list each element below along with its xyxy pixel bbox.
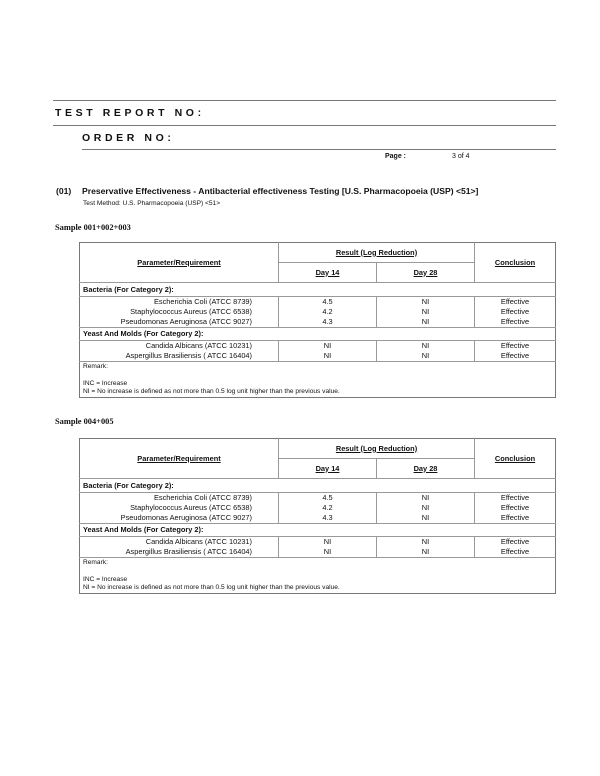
table-row: Candida Albicans (ATCC 10231) NI NI Effective bbox=[80, 341, 556, 352]
group-label-bacteria: Bacteria (For Category 2): bbox=[80, 283, 556, 297]
page-value: 3 of 4 bbox=[452, 153, 470, 160]
table-row: Candida Albicans (ATCC 10231) NI NI Effective bbox=[80, 537, 556, 548]
day14-header: Day 14 bbox=[279, 263, 377, 283]
group-label-yeast: Yeast And Molds (For Category 2): bbox=[80, 524, 556, 537]
group-label-yeast: Yeast And Molds (For Category 2): bbox=[80, 328, 556, 341]
result-header: Result (Log Reduction) bbox=[279, 243, 475, 263]
table-row: Aspergillus Brasiliensis ( ATCC 16404) NI NI Effective bbox=[80, 351, 556, 362]
day28-header: Day 28 bbox=[377, 263, 475, 283]
mid-rule bbox=[53, 125, 556, 126]
remark-label: Remark: bbox=[83, 363, 108, 370]
table-row: Staphylococcus Aureus (ATCC 6538) 4.2 NI Effective bbox=[80, 307, 556, 317]
page-label: Page : bbox=[385, 153, 407, 160]
table-row: Staphylococcus Aureus (ATCC 6538) 4.2 NI Effective bbox=[80, 503, 556, 513]
result-header: Result (Log Reduction) bbox=[279, 439, 475, 459]
lower-rule bbox=[82, 149, 556, 150]
remark-ni: NI = No increase is defined as not more than 0.5 log unit higher than the previous value. bbox=[83, 584, 340, 591]
sample-title: Sample 001+002+003 bbox=[55, 223, 131, 232]
group-label-bacteria: Bacteria (For Category 2): bbox=[80, 479, 556, 493]
parameter-header: Parameter/Requirement bbox=[80, 243, 279, 283]
section-title: Preservative Effectiveness - Antibacterial effectiveness Testing [U.S. Pharmacopoeia (USP) <51>] bbox=[82, 186, 479, 196]
conclusion-header: Conclusion bbox=[475, 243, 556, 283]
remark-inc: INC = Increase bbox=[83, 379, 128, 387]
results-table bbox=[79, 242, 556, 398]
top-rule bbox=[53, 100, 556, 101]
day28-header: Day 28 bbox=[377, 459, 475, 479]
remark-label: Remark: bbox=[83, 559, 108, 566]
conclusion-header: Conclusion bbox=[475, 439, 556, 479]
table-row: Pseudomonas Aeruginosa (ATCC 9027) 4.3 NI Effective bbox=[80, 513, 556, 524]
test-method: Test Method: U.S. Pharmacopoeia (USP) <51> bbox=[83, 200, 221, 207]
order-label: ORDER NO: bbox=[82, 132, 175, 144]
test-report-label: TEST REPORT NO: bbox=[55, 107, 205, 119]
sample-title: Sample 004+005 bbox=[55, 417, 114, 426]
results-table bbox=[79, 438, 556, 594]
parameter-header: Parameter/Requirement bbox=[80, 439, 279, 479]
section-number: (01) bbox=[56, 186, 72, 196]
remark-ni: NI = No increase is defined as not more than 0.5 log unit higher than the previous value. bbox=[83, 388, 340, 395]
table-row: Escherichia Coli (ATCC 8739) 4.5 NI Effective bbox=[80, 493, 556, 504]
table-row: Escherichia Coli (ATCC 8739) 4.5 NI Effective bbox=[80, 297, 556, 308]
table-row: Pseudomonas Aeruginosa (ATCC 9027) 4.3 NI Effective bbox=[80, 317, 556, 328]
day14-header: Day 14 bbox=[279, 459, 377, 479]
remark-inc: INC = Increase bbox=[83, 575, 128, 583]
table-row: Aspergillus Brasiliensis ( ATCC 16404) NI NI Effective bbox=[80, 547, 556, 558]
